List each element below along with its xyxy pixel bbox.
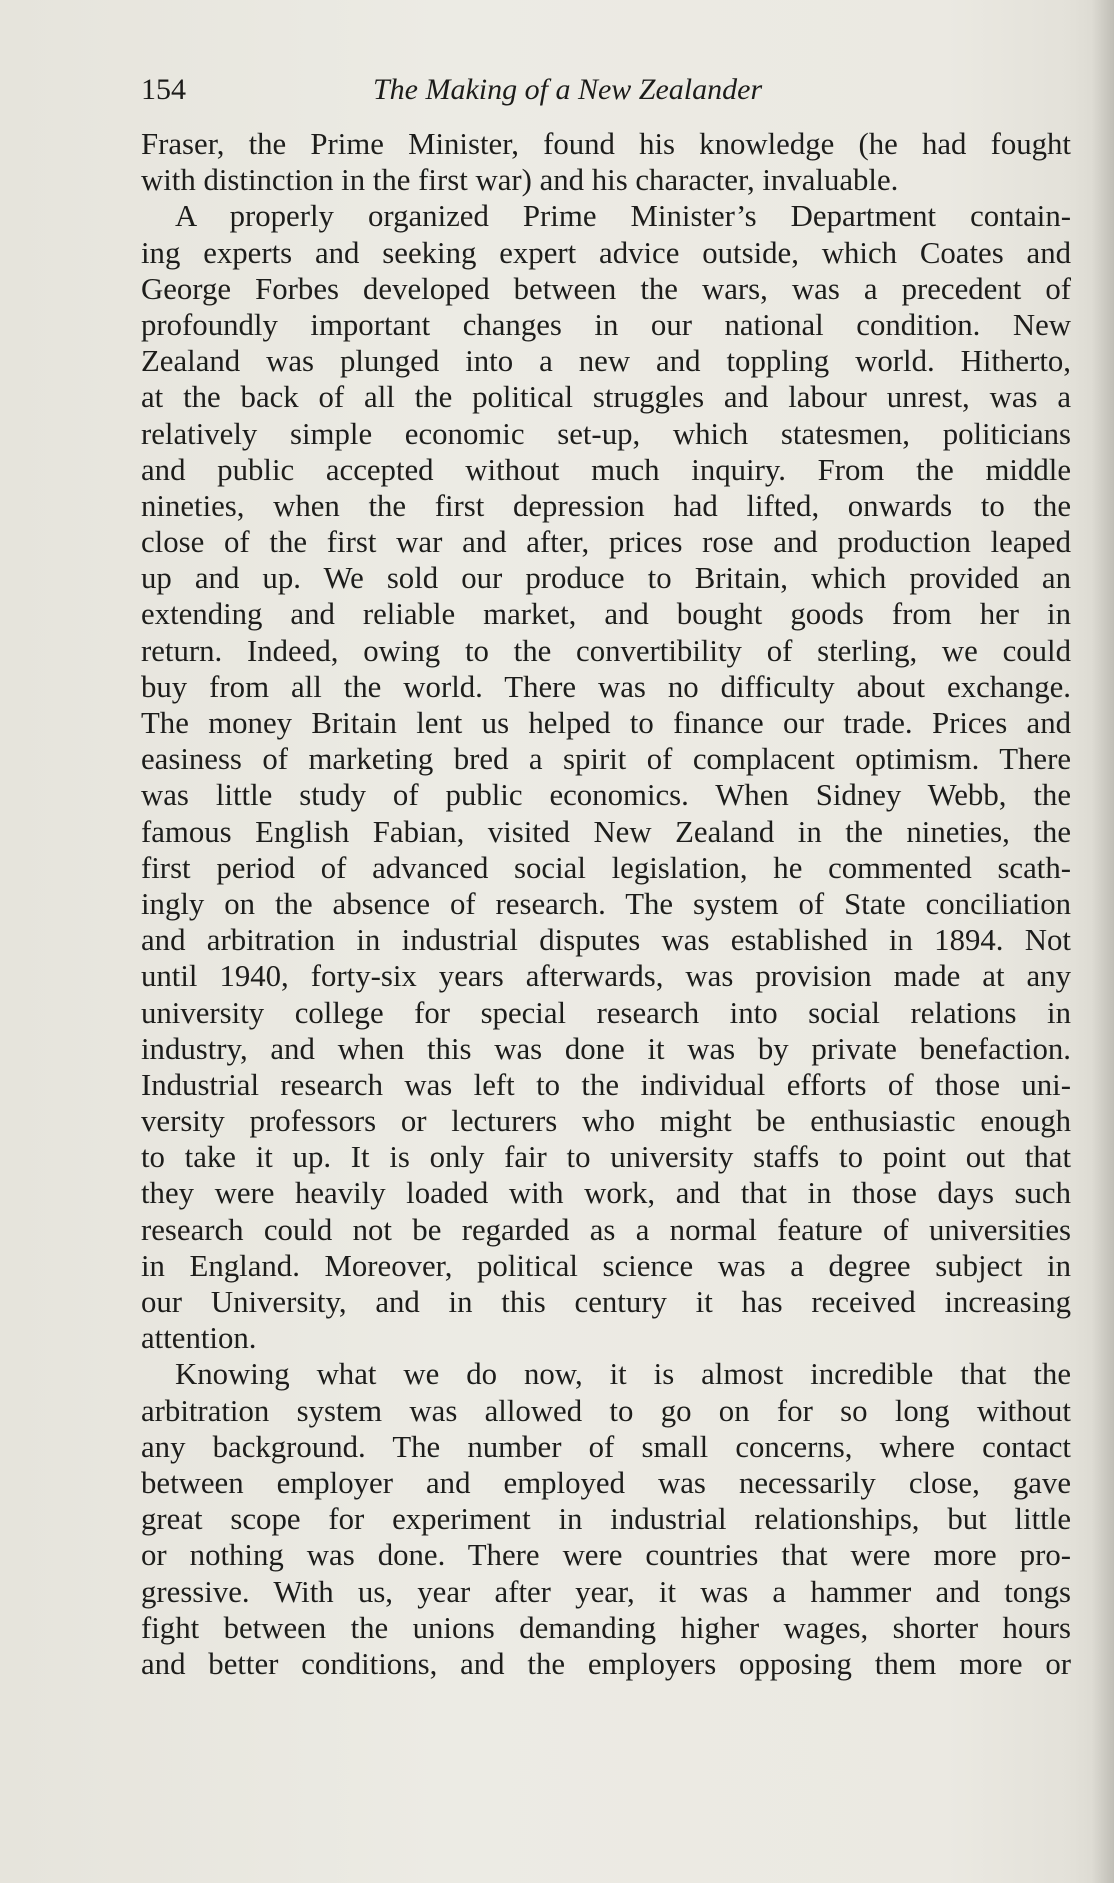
text-line: research could not be regarded as a normal feature of universities — [141, 1212, 1071, 1247]
text-line: Knowing what we do now, it is almost incredible that the — [175, 1357, 1071, 1392]
text-line: return. Indeed, owing to the convertibility of sterling, we could — [141, 633, 1071, 668]
text-line: in England. Moreover, political science was a degree subject in — [141, 1248, 1071, 1283]
text-line: nineties, when the first depression had lifted, onwards to the — [141, 488, 1071, 523]
body-text — [141, 126, 1071, 1682]
text-line: Industrial research was left to the individual efforts of those uni- — [141, 1067, 1071, 1102]
text-line: was little study of public economics. When Sidney Webb, the — [141, 778, 1071, 813]
text-line: up and up. We sold our produce to Britain, which provided an — [141, 561, 1071, 596]
text-line: until 1940, forty-six years afterwards, was provision made at any — [141, 959, 1071, 994]
text-line: arbitration system was allowed to go on for so long without — [141, 1393, 1071, 1428]
text-line: to take it up. It is only fair to university staffs to point out that — [141, 1140, 1071, 1175]
text-line: A properly organized Prime Minister’s Department contain- — [175, 199, 1071, 234]
text-line: and public accepted without much inquiry. From the middle — [141, 452, 1071, 487]
text-line: with distinction in the first war) and his character, invaluable. — [141, 163, 899, 198]
text-line: easiness of marketing bred a spirit of complacent optimism. There — [141, 742, 1071, 777]
text-line: great scope for experiment in industrial relationships, but little — [141, 1502, 1071, 1537]
text-line: extending and reliable market, and bought goods from her in — [141, 597, 1071, 632]
text-line: they were heavily loaded with work, and that in those days such — [141, 1176, 1071, 1211]
text-line: famous English Fabian, visited New Zealand in the nineties, the — [141, 814, 1071, 849]
text-line: profoundly important changes in our national condition. New — [141, 307, 1071, 342]
text-line: versity professors or lecturers who might be enthusiastic enough — [141, 1104, 1071, 1139]
text-line: gressive. With us, year after year, it was a hammer and tongs — [141, 1574, 1071, 1609]
page-edge-shadow — [1092, 0, 1114, 1883]
text-line: attention. — [141, 1321, 257, 1356]
text-line: at the back of all the political struggles and labour unrest, was a — [141, 380, 1071, 415]
text-line: ing experts and seeking expert advice outside, which Coates and — [141, 235, 1071, 270]
text-line: first period of advanced social legislation, he commented scath- — [141, 850, 1071, 885]
text-line: ingly on the absence of research. The system of State conciliation — [141, 886, 1071, 921]
text-line: George Forbes developed between the wars, was a precedent of — [141, 271, 1071, 306]
text-line: university college for special research into social relations in — [141, 995, 1071, 1030]
text-line: or nothing was done. There were countries that were more pro- — [141, 1538, 1071, 1573]
text-line: close of the first war and after, prices rose and production leaped — [141, 525, 1071, 560]
text-line: and arbitration in industrial disputes was established in 1894. Not — [141, 923, 1071, 958]
text-line: buy from all the world. There was no difficulty about exchange. — [141, 669, 1071, 704]
text-line: industry, and when this was done it was by private benefaction. — [141, 1031, 1071, 1066]
book-title: The Making of a New Zealander — [373, 73, 763, 106]
text-line: fight between the unions demanding higher wages, shorter hours — [141, 1610, 1071, 1645]
text-line: The money Britain lent us helped to finance our trade. Prices and — [141, 706, 1071, 740]
text-line: Fraser, the Prime Minister, found his knowledge (he had fought — [141, 127, 1071, 161]
page-number: 154 — [141, 73, 186, 106]
text-line: relatively simple economic set-up, which statesmen, politicians — [141, 416, 1071, 451]
text-line: and better conditions, and the employers opposing them more or — [141, 1646, 1071, 1681]
text-line: between employer and employed was necessarily close, gave — [141, 1465, 1071, 1500]
text-line: our University, and in this century it has received increasing — [141, 1285, 1071, 1319]
text-line: any background. The number of small concerns, where contact — [141, 1429, 1071, 1464]
text-line: Zealand was plunged into a new and toppling world. Hitherto, — [141, 344, 1071, 379]
running-head — [141, 68, 1073, 112]
